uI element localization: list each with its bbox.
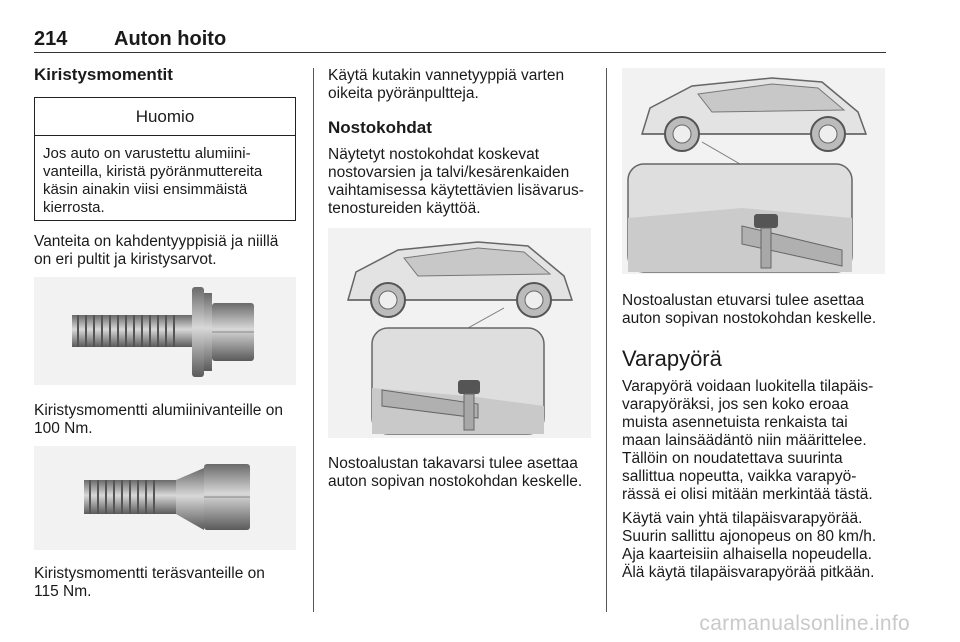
rear-arm-text: Nostoalustan takavarsi tulee asettaa auton sopivan nostokohdan keskelle. <box>328 455 583 490</box>
spare-usage-text: Käytä vain yhtä tilapäisvarapyörää. Suurin sallittu ajonopeus on 80 km/h. Aja kaarteisiin alhaisella nopeudella. Älä käytä tilapäisvarapyörää pitkään. <box>622 510 877 581</box>
note-text: Jos auto on varustettu alumiini- vanteilla, kiristä pyöränmuttereita käsin ainakin viisi ensimmäistä kierrosta. <box>43 145 263 216</box>
bolt-icon <box>34 446 296 550</box>
bolt-icon <box>34 277 296 385</box>
chapter-title: Auton hoito <box>114 28 227 50</box>
spare-wheel-heading: Varapyörä <box>622 346 722 371</box>
column-divider-1 <box>313 68 314 612</box>
steel-bolt-illustration <box>34 446 296 550</box>
bolt-type-text: Käytä kutakin vannetyyppiä varten oikeita pyöränpultteja. <box>328 67 565 102</box>
car-icon <box>622 68 885 274</box>
lifting-points-heading: Nostokohdat <box>328 118 432 137</box>
page-number: 214 <box>34 28 68 50</box>
alloy-bolt-illustration <box>34 277 296 385</box>
torque-heading: Kiristysmomentit <box>34 65 173 84</box>
note-box <box>34 97 296 221</box>
rim-types-text: Vanteita on kahdentyyppisiä ja niillä on eri pultit ja kiristysarvot. <box>34 233 279 268</box>
car-icon <box>328 228 591 438</box>
watermark: carmanualsonline.info <box>699 612 910 635</box>
column-divider-2 <box>606 68 607 612</box>
note-title: Huomio <box>35 98 295 136</box>
rear-lifting-point-illustration <box>328 228 591 438</box>
alloy-torque-text: Kiristysmomentti alumiinivanteille on 100 Nm. <box>34 402 283 437</box>
temporary-spare-text: Varapyörä voidaan luokitella tilapäis- varapyöräksi, jos sen koko eroaa muista asennetuista renkaista tai maan lainsäädäntö niin määrittelee. Tällöin on noudatettava suurinta sallittua nopeutta, vaikka varapyö- rässä ei olisi mitään merkintää tästä. <box>622 378 874 503</box>
header-rule <box>34 52 886 53</box>
lifting-points-text: Näytetyt nostokohdat koskevat nostovarsien ja talvi/kesärenkaiden vaihtamisessa käytettävien lisävarus- tenostureiden käyttöä. <box>328 146 584 217</box>
steel-torque-text: Kiristysmomentti teräsvanteille on 115 Nm. <box>34 565 265 600</box>
front-arm-text: Nostoalustan etuvarsi tulee asettaa auton sopivan nostokohdan keskelle. <box>622 292 877 327</box>
front-lifting-point-illustration <box>622 68 885 274</box>
